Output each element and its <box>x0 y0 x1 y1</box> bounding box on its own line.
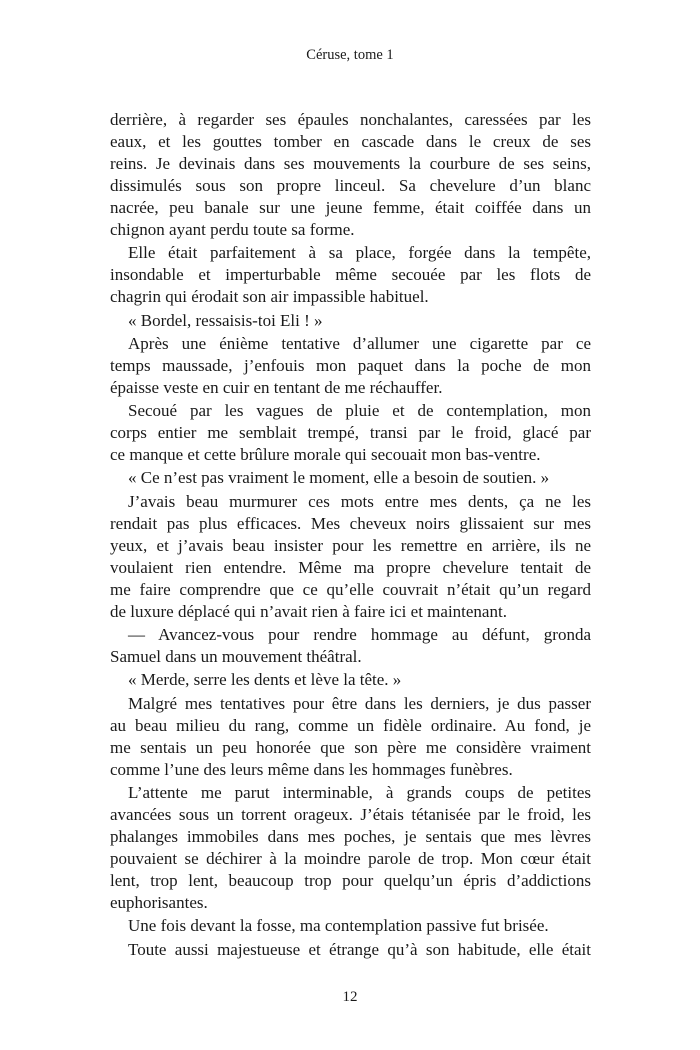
page-number: 12 <box>342 989 358 1005</box>
text-line: Secoué par les vagues de pluie et de contemplation, mon <box>128 401 591 421</box>
text-line: temps maussade, j’enfouis mon paquet dans la poche de mon <box>110 355 591 375</box>
text-line: reins. Je devinais dans ses mouvements la courbure de ses seins, <box>110 154 591 173</box>
text-line: nacrée, peu banale sur une jeune femme, était coiffée dans un <box>110 198 591 217</box>
text-line: Une fois devant la fosse, ma contemplation passive fut brisée. <box>128 916 549 936</box>
text-line: Après une énième tentative d’allumer une cigarette par ce <box>128 333 591 353</box>
text-line: yeux, et j’avais beau insister pour les remettre en arrière, ils ne <box>110 535 591 555</box>
text-line: — Avancez-vous pour rendre hommage au défunt, gronda <box>128 625 591 645</box>
text-line: eaux, et les gouttes tomber en cascade dans le creux de ses <box>110 132 591 151</box>
text-line: rendait pas plus efficaces. Mes cheveux noirs glissaient sur mes <box>110 513 591 533</box>
text-line: voulaient rien entendre. Même ma propre chevelure tentait de <box>110 557 591 577</box>
paragraph <box>110 242 591 308</box>
body-text <box>110 109 591 962</box>
text-line: au beau milieu du rang, comme un fidèle ordinaire. Au fond, je <box>110 715 591 735</box>
text-line: comme l’une des leurs même dans les hommages funèbres. <box>110 759 513 779</box>
text-line: « Merde, serre les dents et lève la tête. » <box>128 670 402 690</box>
text-line: épaisse veste en cuir en tentant de me réchauffer. <box>110 377 443 397</box>
paragraph <box>110 491 591 623</box>
text-line: L’attente me parut interminable, à grands coups de petites <box>128 782 591 802</box>
text-line: corps entier me semblait trempé, transi par le froid, glacé par <box>110 423 591 443</box>
text-line: insondable et imperturbable même secouée par les flots de <box>110 265 591 285</box>
paragraph <box>110 310 591 332</box>
paragraph <box>110 669 591 691</box>
text-line: me faire comprendre que ce qu’elle couvrait n’était qu’un regard <box>110 579 591 599</box>
text-line: chignon ayant perdu toute sa forme. <box>110 220 355 239</box>
paragraph <box>110 624 591 668</box>
paragraph <box>110 693 591 781</box>
paragraph <box>110 939 591 961</box>
text-line: de luxure déplacé qui n’avait rien à faire ici et maintenant. <box>110 601 507 621</box>
text-line: chagrin qui érodait son air impassible habituel. <box>110 287 429 307</box>
paragraph <box>110 467 591 489</box>
text-line: « Ce n’est pas vraiment le moment, elle a besoin de soutien. » <box>128 468 550 488</box>
text-line: J’avais beau murmurer ces mots entre mes dents, ça ne les <box>128 491 591 511</box>
text-line: derrière, à regarder ses épaules nonchalantes, caressées par les <box>110 110 591 129</box>
paragraph <box>110 109 591 241</box>
text-line: Toute aussi majestueuse et étrange qu’à son habitude, elle était <box>128 939 591 959</box>
paragraph <box>110 915 591 937</box>
paragraph <box>110 782 591 914</box>
running-title: Céruse, tome 1 <box>306 47 394 63</box>
paragraph <box>110 333 591 399</box>
text-line: euphorisantes. <box>110 892 208 912</box>
text-line: pouvaient se déchirer à la moindre parole de trop. Mon cœur était <box>110 848 591 868</box>
text-line: avancées sous un torrent orageux. J’étais tétanisée par le froid, les <box>110 804 591 824</box>
text-line: « Bordel, ressaisis-toi Eli ! » <box>128 310 323 330</box>
text-line: Malgré mes tentatives pour être dans les derniers, je dus passer <box>128 693 591 713</box>
text-line: ce manque et cette brûlure morale qui secouait mon bas-ventre. <box>110 445 541 465</box>
text-line: me sentais un peu honorée que son père me considère vraiment <box>110 737 591 757</box>
text-line: Samuel dans un mouvement théâtral. <box>110 647 362 667</box>
text-line: Elle était parfaitement à sa place, forgée dans la tempête, <box>128 243 591 263</box>
text-line: dissimulés sous son propre linceul. Sa chevelure d’un blanc <box>110 176 591 195</box>
text-line: phalanges immobiles dans mes poches, je sentais que mes lèvres <box>110 826 591 846</box>
text-line: lent, trop lent, beaucoup trop pour quelqu’un épris d’addictions <box>110 870 591 890</box>
paragraph <box>110 400 591 466</box>
